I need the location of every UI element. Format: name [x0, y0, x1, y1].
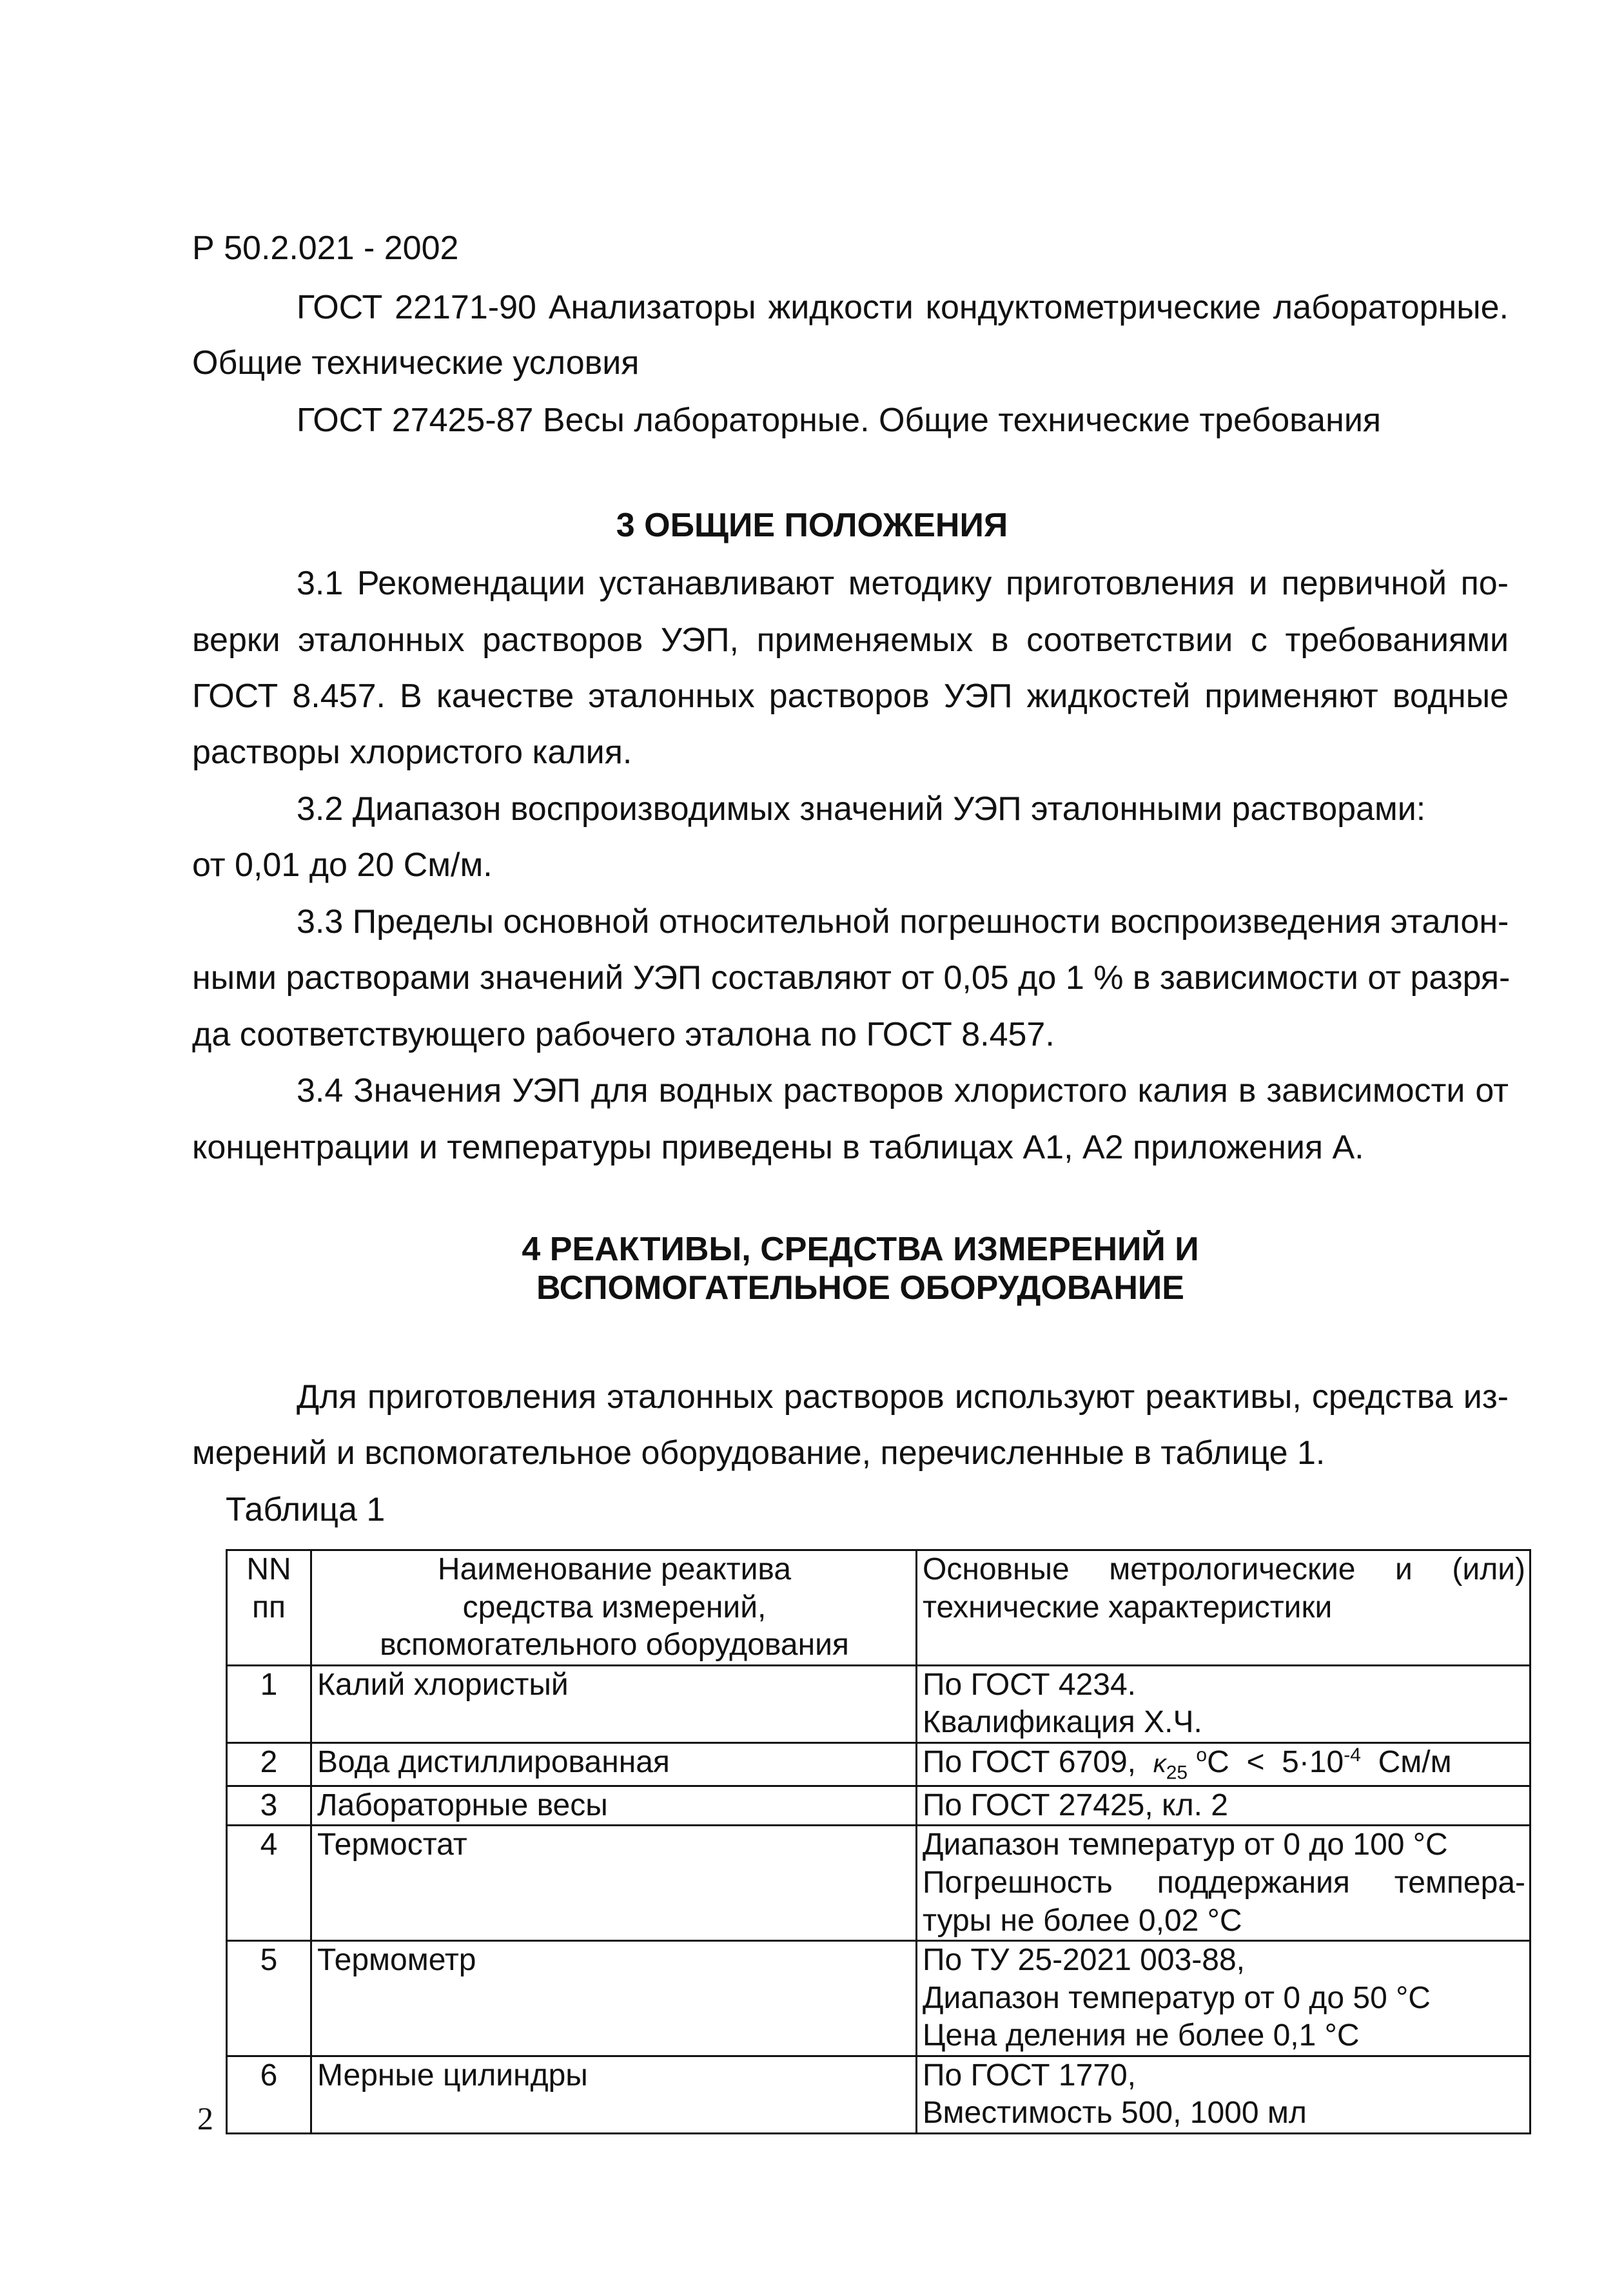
paragraph-3-4-line: 3.4 Значения УЭП для водных растворов хлористого калия в зависимости от: [297, 1072, 1509, 1109]
header-spec: [917, 1550, 1531, 1666]
header-spec-line: технические характеристики: [923, 1590, 1333, 1624]
row-name: Вода дистиллированная: [311, 1742, 917, 1786]
section-4-title: [0, 1230, 1624, 1307]
table-row: [227, 1826, 1531, 1941]
celsius-letter: С: [1207, 1744, 1229, 1779]
row-number: 3: [227, 1786, 311, 1826]
row-number: 2: [227, 1742, 311, 1786]
header-number-line: NN: [246, 1552, 291, 1586]
paragraph-3-1-line: верки эталонных растворов УЭП, применяемых в соответствии с требованиями: [192, 621, 1509, 659]
row-name: Термостат: [311, 1826, 917, 1941]
section-4-intro-line: мерений и вспомогательное оборудование, перечисленные в таблице 1.: [192, 1434, 1326, 1472]
header-spec-line: Основные метрологические и (или): [923, 1552, 1525, 1586]
row-spec-line: Квалификация Х.Ч.: [923, 1705, 1202, 1740]
row-spec-line: Вместимость 500, 1000 мл: [923, 2096, 1307, 2131]
reference-gost-22171-cont: Общие технические условия: [192, 344, 640, 382]
paragraph-3-3-line: ными растворами значений УЭП составляют от 0,05 до 1 % в зависимости от разря-: [192, 959, 1511, 997]
paragraph-3-4-line: концентрации и температуры приведены в таблицах А1, А2 приложения А.: [192, 1129, 1364, 1166]
header-name-line: Наименование реактива: [437, 1552, 792, 1586]
row-name: Калий хлористый: [311, 1665, 917, 1742]
row-spec: [917, 2056, 1531, 2133]
conductivity-value: 5·10: [1282, 1744, 1344, 1779]
header-number: [227, 1550, 311, 1666]
row-spec-line: По ТУ 25-2021 003-88,: [923, 1943, 1245, 1978]
row-name: Термометр: [311, 1941, 917, 2056]
table-row: [227, 1941, 1531, 2056]
section-3-title: 3 ОБЩИЕ ПОЛОЖЕНИЯ: [616, 507, 1008, 544]
paragraph-3-3-line: да соответствующего рабочего эталона по ГОСТ 8.457.: [192, 1016, 1055, 1053]
row-spec: [917, 1742, 1531, 1786]
row-spec-prefix: По ГОСТ 6709,: [923, 1744, 1137, 1779]
row-spec-line: Цена деления не более 0,1 °С: [923, 2018, 1360, 2053]
row-spec-line: Диапазон температур от 0 до 50 °С: [923, 1980, 1431, 2015]
section-4-intro-line: Для приготовления эталонных растворов используют реактивы, средства из-: [297, 1378, 1509, 1416]
section-4-title-line: ВСПОМОГАТЕЛЬНОЕ ОБОРУДОВАНИЕ: [536, 1269, 1184, 1307]
row-number: 6: [227, 2056, 311, 2133]
row-number: 5: [227, 1941, 311, 2056]
document-code: Р 50.2.021 - 2002: [192, 229, 459, 267]
row-spec: [917, 1941, 1531, 2056]
table-header-row: [227, 1550, 1531, 1666]
row-spec: [917, 1665, 1531, 1742]
conductivity-unit: См/м: [1378, 1744, 1452, 1779]
row-name: Мерные цилиндры: [311, 2056, 917, 2133]
equipment-table: [226, 1549, 1531, 2134]
paragraph-3-2-line: 3.2 Диапазон воспроизводимых значений УЭП эталонными растворами:: [297, 790, 1426, 828]
paragraph-3-1-line: растворы хлористого калия.: [192, 734, 632, 771]
table-row: [227, 1665, 1531, 1742]
paragraph-3-1-line: 3.1 Рекомендации устанавливают методику приготовления и первичной по-: [297, 565, 1509, 602]
row-spec: По ГОСТ 27425, кл. 2: [917, 1786, 1531, 1826]
table-row: [227, 1786, 1531, 1826]
row-spec-line: туры не более 0,02 °С: [923, 1903, 1242, 1938]
header-name-line: средства измерений,: [462, 1590, 767, 1624]
row-spec-line: По ГОСТ 1770,: [923, 2058, 1137, 2093]
paragraph-3-2-line: от 0,01 до 20 См/м.: [192, 846, 493, 884]
paragraph-3-3-line: 3.3 Пределы основной относительной погрешности воспроизведения эталон-: [297, 903, 1509, 941]
row-spec-line: Диапазон температур от 0 до 100 °С: [923, 1828, 1448, 1862]
header-name-line: вспомогательного оборудования: [380, 1628, 849, 1663]
header-name: [311, 1550, 917, 1666]
reference-gost-22171: ГОСТ 22171-90 Анализаторы жидкости кондуктометрические лабораторные.: [297, 289, 1509, 326]
table-row: [227, 2056, 1531, 2133]
less-than-sign: <: [1246, 1744, 1265, 1779]
page-number: 2: [197, 2100, 213, 2136]
row-name: Лабораторные весы: [311, 1786, 917, 1826]
conductivity-exponent: -4: [1344, 1744, 1361, 1766]
row-number: 1: [227, 1665, 311, 1742]
reference-gost-27425: ГОСТ 27425-87 Весы лабораторные. Общие технические требования: [297, 402, 1382, 439]
section-4-title-line: 4 РЕАКТИВЫ, СРЕДСТВА ИЗМЕРЕНИЙ И: [522, 1231, 1199, 1268]
kappa-symbol: κ: [1153, 1749, 1166, 1778]
table-caption: Таблица 1: [226, 1491, 386, 1528]
row-spec-line: Погрешность поддержания темпера-: [923, 1866, 1525, 1900]
paragraph-3-1-line: ГОСТ 8.457. В качестве эталонных растворов УЭП жидкостей применяют водные: [192, 678, 1509, 715]
row-number: 4: [227, 1826, 311, 1941]
kappa-subscript: 25: [1166, 1762, 1188, 1784]
row-spec-line: По ГОСТ 4234.: [923, 1667, 1137, 1702]
degree-symbol: о: [1196, 1744, 1208, 1766]
table-row: [227, 1742, 1531, 1786]
header-number-line: пп: [252, 1590, 286, 1624]
row-spec: [917, 1826, 1531, 1941]
